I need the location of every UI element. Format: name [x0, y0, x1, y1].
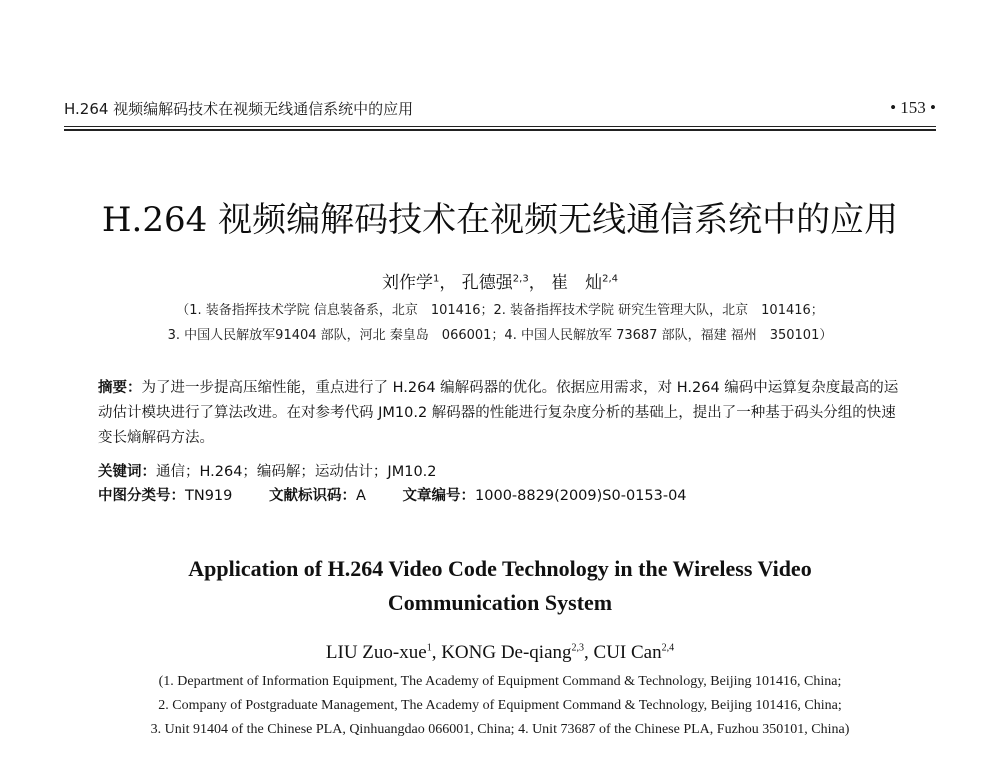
doc-code-value: A [356, 488, 366, 504]
author-en-affil: 2,3 [571, 642, 585, 654]
paper-title-en-line: Communication System [387, 590, 613, 615]
author-zh-affil: 1 [433, 273, 440, 285]
author-en-name: KONG De-qiang [441, 642, 572, 663]
authors-en [40, 642, 960, 664]
author-en-name: LIU Zuo-xue [325, 642, 427, 663]
affiliation-zh-line: 3. 中国人民解放军91404 部队，河北 秦皇岛 066001；4. 中国人民解放军 73687 部队，福建 福州 350101） [167, 328, 833, 343]
clc-label: 中图分类号： [98, 488, 185, 504]
paper-title-en [60, 552, 940, 620]
affiliation-en-line: 2. Company of Postgraduate Management, The Academy of Equipment Command & Technology, Beijing 101416, China; [158, 698, 842, 713]
author-separator: , [431, 642, 442, 663]
author-separator: ， [439, 273, 457, 293]
author-zh-name: 孔德强 [461, 273, 513, 293]
author-zh-name: 刘作学 [382, 273, 433, 293]
author-en-name: CUI Can [593, 642, 662, 663]
running-header [64, 96, 936, 122]
keywords-line [98, 460, 902, 481]
page-number: • 153 • [890, 98, 936, 117]
author-zh-name: 崔 灿 [551, 273, 603, 293]
abstract-zh [98, 376, 902, 451]
abstract-text: 为了进一步提高压缩性能，重点进行了 H.264 编解码器的优化。依据应用需求，对 H.264 编码中运算复杂度最高的运动估计模块进行了算法改进。在对参考代码 JM10.2 解码器的性能进行复杂度分析的基础上，提出了一种基于码头分组的快速变长熵解码方法。 [98, 380, 899, 446]
authors-zh [40, 268, 960, 293]
author-en-affil: 1 [426, 642, 432, 654]
author-en-affil: 2,4 [661, 642, 675, 654]
keywords-label: 关键词： [98, 464, 156, 480]
classification-line [98, 484, 902, 505]
affiliation-zh-line: （1. 装备指挥技术学院 信息装备系，北京 101416；2. 装备指挥技术学院 研究生管理大队，北京 101416； [176, 303, 824, 318]
keywords-text: 通信；H.264；编码解；运动估计；JM10.2 [156, 464, 437, 480]
article-number-label: 文章编号： [402, 488, 476, 504]
abstract-label: 摘要： [98, 380, 142, 396]
clc-value: TN919 [185, 488, 233, 504]
header-rule [64, 126, 936, 127]
running-header-title: H.264 视频编解码技术在视频无线通信系统中的应用 [64, 100, 414, 118]
author-zh-affil: 2,3 [512, 273, 529, 285]
doc-code-label: 文献标识码： [269, 488, 356, 504]
affiliation-en-line: 3. Unit 91404 of the Chinese PLA, Qinhuangdao 066001, China; 4. Unit 73687 of the Chinese PLA, Fuzhou 350101, China) [150, 722, 850, 737]
author-zh-affil: 2,4 [602, 273, 618, 285]
author-separator: , [584, 642, 594, 663]
article-number-value: 1000-8829(2009)S0-0153-04 [475, 488, 687, 504]
paper-title-en-line: Application of H.264 Video Code Technology in the Wireless Video [188, 556, 812, 581]
header-rule-thick [64, 129, 936, 131]
affiliation-en-line: (1. Department of Information Equipment, The Academy of Equipment Command & Technology, Beijing 101416, China; [158, 674, 842, 689]
paper-title-zh: H.264 视频编解码技术在视频无线通信系统中的应用 [101, 200, 899, 240]
author-separator: ， [528, 273, 546, 293]
